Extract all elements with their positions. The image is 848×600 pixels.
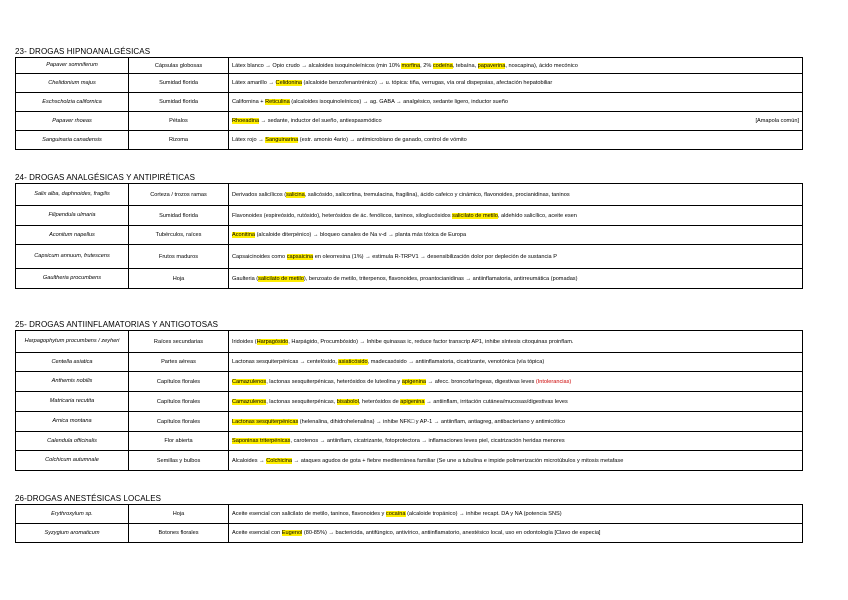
drug-table — [15, 57, 803, 150]
plant-part-cell: Botones florales — [129, 524, 229, 543]
description-cell — [229, 451, 803, 471]
table-row — [16, 206, 803, 226]
common-name-note: [Clavo de especia] — [554, 530, 601, 536]
description-text: (estr. amonio 4ario) → antimicrobiano de ganado, control de vómito — [298, 137, 467, 143]
table-row — [16, 524, 803, 543]
description-text: , madecasósido → antiinflamatoria, cicatrizante, venotónica (vía tópica) — [367, 359, 545, 365]
highlighted-compound: Camazulenos — [232, 398, 267, 405]
description-text: en oleorresina (1%) → estimula R-TRPV1 → desensibilización dolor por depleción de sustancia P — [313, 253, 557, 260]
species-cell: Matricaria recutita — [16, 392, 129, 412]
table-row — [16, 269, 803, 289]
plant-part-cell: Hoja — [129, 269, 229, 289]
table-row — [16, 226, 803, 245]
plant-part-cell: Corteza / trozos ramas — [129, 184, 229, 206]
highlighted-compound: salicilato de metilo — [258, 275, 304, 282]
description-text: Lactonas sesquiterpénicas → centelósido, — [232, 359, 339, 365]
highlighted-compound: Saponinas triterpénicas — [232, 438, 291, 444]
description-text: Látex amarillo → — [232, 80, 276, 86]
description-text: Látex blanco → Opio crudo → alcaloides isoquinoleínicos (min 10% — [232, 62, 402, 69]
highlighted-compound: Camazulenos — [232, 378, 267, 385]
highlighted-compound: Celidonina — [275, 80, 302, 86]
table-row — [16, 451, 803, 471]
table-row — [16, 58, 803, 74]
table-row — [16, 245, 803, 269]
plant-part-cell: Cápsulas globosas — [129, 58, 229, 74]
section-antiinflamatorias — [15, 319, 803, 471]
section-hipnoanalgesicas — [15, 46, 803, 150]
description-text: (alcaloide tropánico) → inhibe recapt. DA y NA (potencia SNS) — [405, 511, 562, 517]
table-row — [16, 432, 803, 451]
description-text: → afecc. broncofaríngeas, digestivas leves — [426, 378, 536, 385]
description-text: , Harpágido, Procumbósido) → Inhibe quinasas ic, reduce factor transcrip AP1, inhibe síntesis citoquinas proinflam. — [288, 338, 574, 345]
table-row — [16, 505, 803, 524]
species-cell: Sanguinaria canadensis — [16, 131, 129, 150]
description-text: , lactonas sesquiterpénicas, heterósidos de luteolina y — [266, 378, 402, 385]
plant-part-cell: Partes aéreas — [129, 353, 229, 372]
species-cell: Capsicum annuum, frutescens — [16, 245, 129, 269]
description-text: (80-85%) → bactericida, antifúngico, antivírico, antiinflamatorio, anestésico local, uso en odontología — [302, 530, 555, 536]
plant-part-cell: Rizoma — [129, 131, 229, 150]
drug-table — [15, 504, 803, 543]
plant-part-cell: Pétalos — [129, 112, 229, 131]
description-cell — [229, 372, 803, 392]
species-cell: Gaultheria procumbens — [16, 269, 129, 289]
highlighted-compound: bisabolol — [336, 398, 359, 405]
description-text: (alcaloide benzofenantrénico) → u. tópica: tiña, verrugas, vía oral dispepsias, afectación hepatobiliar — [301, 80, 553, 86]
table-row — [16, 93, 803, 112]
description-text: , noscapina), ácido mecónico — [505, 62, 578, 69]
description-text: ), benzoato de metilo, triterpenos, flavonoides, proantocianidinas → antiinflamatoria, antirreumática (pomadas) — [303, 275, 578, 282]
table-row — [16, 353, 803, 372]
highlighted-compound: Sanguinarina — [265, 137, 299, 143]
description-cell — [229, 93, 803, 112]
description-text: Iridoides ( — [232, 338, 257, 345]
section-title: 24- DROGAS ANALGÉSICAS Y ANTIPIRÉTICAS — [15, 173, 196, 182]
description-cell — [229, 331, 803, 353]
table-row — [16, 392, 803, 412]
plant-part-cell: Raíces secundarias — [129, 331, 229, 353]
description-text: , 2% — [420, 62, 433, 69]
plant-part-cell: Flor abierta — [129, 432, 229, 451]
description-text: Aceite esencial con — [232, 530, 282, 536]
description-text: Derivados salicílicos ( — [232, 191, 287, 198]
table-row — [16, 112, 803, 131]
description-text: (helenalina, dihidrohelenalina) → inhibe NFK□ y AP-1 → antiinflam, antiagreg, antibacteriano y antimicótico — [298, 418, 565, 425]
description-text: , carotenos → antiinflam, cicatrizante, fotoprotectora → inflamaciones leves piel, cicatrización heridas menores — [290, 438, 565, 444]
highlighted-compound: Reticulina — [265, 99, 290, 105]
plant-part-cell: Capítulos florales — [129, 392, 229, 412]
description-cell — [229, 184, 803, 206]
description-cell — [229, 412, 803, 432]
description-cell — [229, 269, 803, 289]
description-cell — [229, 131, 803, 150]
species-cell: Chelidonium majus — [16, 74, 129, 93]
plant-part-cell: Sumidad florida — [129, 74, 229, 93]
highlighted-compound: apigenina — [400, 398, 425, 405]
highlighted-compound: Rhoeadina — [232, 118, 260, 124]
description-text: Flavonoides (espireósido, rutósido), heterósidos de ác. fenólicos, taninos, xiloglucósidos — [232, 212, 453, 219]
plant-part-cell: Sumidad florida — [129, 206, 229, 226]
description-text: (alcaloides isoquinoleínicos) → ag. GABA → analgésico, sedante ligero, inductor sueño — [289, 99, 508, 105]
highlighted-compound: papaverina — [477, 62, 506, 69]
description-text: → antiinflam, irritación cutánea/mucosas/digestivas leves — [424, 398, 568, 405]
description-cell — [229, 524, 803, 543]
description-text: Aceite esencial con salicilato de metilo, taninos, flavonoides y — [232, 511, 386, 517]
description-cell — [229, 226, 803, 245]
highlighted-compound: salicina — [286, 191, 305, 198]
highlighted-compound: capsaicina — [286, 253, 314, 260]
plant-part-cell: Semillas y bulbos — [129, 451, 229, 471]
common-name-note: [Amapola común] — [755, 118, 799, 124]
species-cell: Calendula officinalis — [16, 432, 129, 451]
description-text: , heterósidos de — [358, 398, 401, 405]
species-cell: Papaver somniferum — [16, 58, 129, 74]
table-row — [16, 412, 803, 432]
highlighted-compound: morfina — [401, 62, 421, 69]
description-cell — [229, 505, 803, 524]
description-text: → ataques agudos de gota + fiebre mediterránea familiar (Se une a tubulina e impide polimerización microtúbulos y mitosis metafase — [292, 457, 624, 464]
species-cell: Erythroxylum sp. — [16, 505, 129, 524]
description-text: Capsaicinoides como — [232, 253, 287, 260]
plant-part-cell: Sumidad florida — [129, 93, 229, 112]
highlighted-compound: Eugenol — [281, 530, 303, 536]
description-cell — [229, 58, 803, 74]
plant-part-cell: Tubérculos, raíces — [129, 226, 229, 245]
species-cell: Syzygium aromaticum — [16, 524, 129, 543]
species-cell: Aconitum napellus — [16, 226, 129, 245]
description-text: Californina + — [232, 99, 266, 105]
section-anestesicas — [15, 493, 803, 543]
table-row — [16, 372, 803, 392]
table-row — [16, 74, 803, 93]
highlighted-compound: Aconitina — [232, 232, 256, 238]
description-cell — [229, 432, 803, 451]
highlighted-compound: asiaticósido — [338, 359, 368, 365]
species-cell: Centella asiatica — [16, 353, 129, 372]
plant-part-cell: Capítulos florales — [129, 372, 229, 392]
description-text: Gaulteria ( — [232, 275, 259, 282]
drug-table — [15, 330, 803, 471]
highlighted-compound: Lactonas sesquiterpénicas — [232, 418, 299, 425]
plant-part-cell: Frutos maduros — [129, 245, 229, 269]
highlighted-compound: cocaína — [385, 511, 406, 517]
description-text: (alcaloide diterpénico) → bloqueo canales de Na v-d → planta más tóxica de Europa — [255, 232, 467, 238]
species-cell: Filipendula ulmaria — [16, 206, 129, 226]
description-text: Látex rojo → — [232, 137, 266, 143]
description-cell — [229, 245, 803, 269]
description-text: , salicósido, salicortina, tremulacina, fragilina), ácido cafeico y cinámico, flavonoides, procianidinas, taninos — [304, 191, 570, 198]
description-cell — [229, 112, 803, 131]
highlighted-compound: Colchicina — [266, 457, 293, 464]
highlighted-compound: Harpagósido — [256, 338, 289, 345]
description-cell — [229, 74, 803, 93]
description-text: , tebaína, — [452, 62, 478, 69]
warning-note: (Intolerancias) — [535, 378, 572, 385]
description-text: , lactonas sesquiterpénicas, — [266, 398, 337, 405]
plant-part-cell: Capítulos florales — [129, 412, 229, 432]
species-cell: Colchicum autumnale — [16, 451, 129, 471]
description-text: Alcaloides → — [232, 457, 267, 464]
section-analgesicas — [15, 172, 803, 289]
highlighted-compound: salicilato de metilo — [452, 212, 498, 219]
table-row — [16, 131, 803, 150]
highlighted-compound: codeína — [432, 62, 453, 69]
species-cell: Anthemis nobilis — [16, 372, 129, 392]
description-text: → sedante, inductor del sueño, antiespasmódico — [259, 118, 382, 124]
section-title: 26-DROGAS ANESTÉSICAS LOCALES — [15, 494, 162, 503]
species-cell: Arnica montana — [16, 412, 129, 432]
table-row — [16, 331, 803, 353]
species-cell: Papaver rhoeas — [16, 112, 129, 131]
species-cell: Eschscholzia californica — [16, 93, 129, 112]
highlighted-compound: apigenina — [401, 378, 427, 385]
plant-part-cell: Hoja — [129, 505, 229, 524]
species-cell: Salix alba, daphnoides, fragilis — [16, 184, 129, 206]
table-row — [16, 184, 803, 206]
description-cell — [229, 206, 803, 226]
section-title: 25- DROGAS ANTIINFLAMATORIAS Y ANTIGOTOSAS — [15, 320, 219, 329]
section-title: 23- DROGAS HIPNOANALGÉSICAS — [15, 47, 151, 56]
description-cell — [229, 353, 803, 372]
drug-table — [15, 183, 803, 289]
species-cell: Harpagophytum procumbens / zeyheri — [16, 331, 129, 353]
description-text: , aldehído salicílico, aceite esen — [497, 212, 577, 219]
description-cell — [229, 392, 803, 412]
